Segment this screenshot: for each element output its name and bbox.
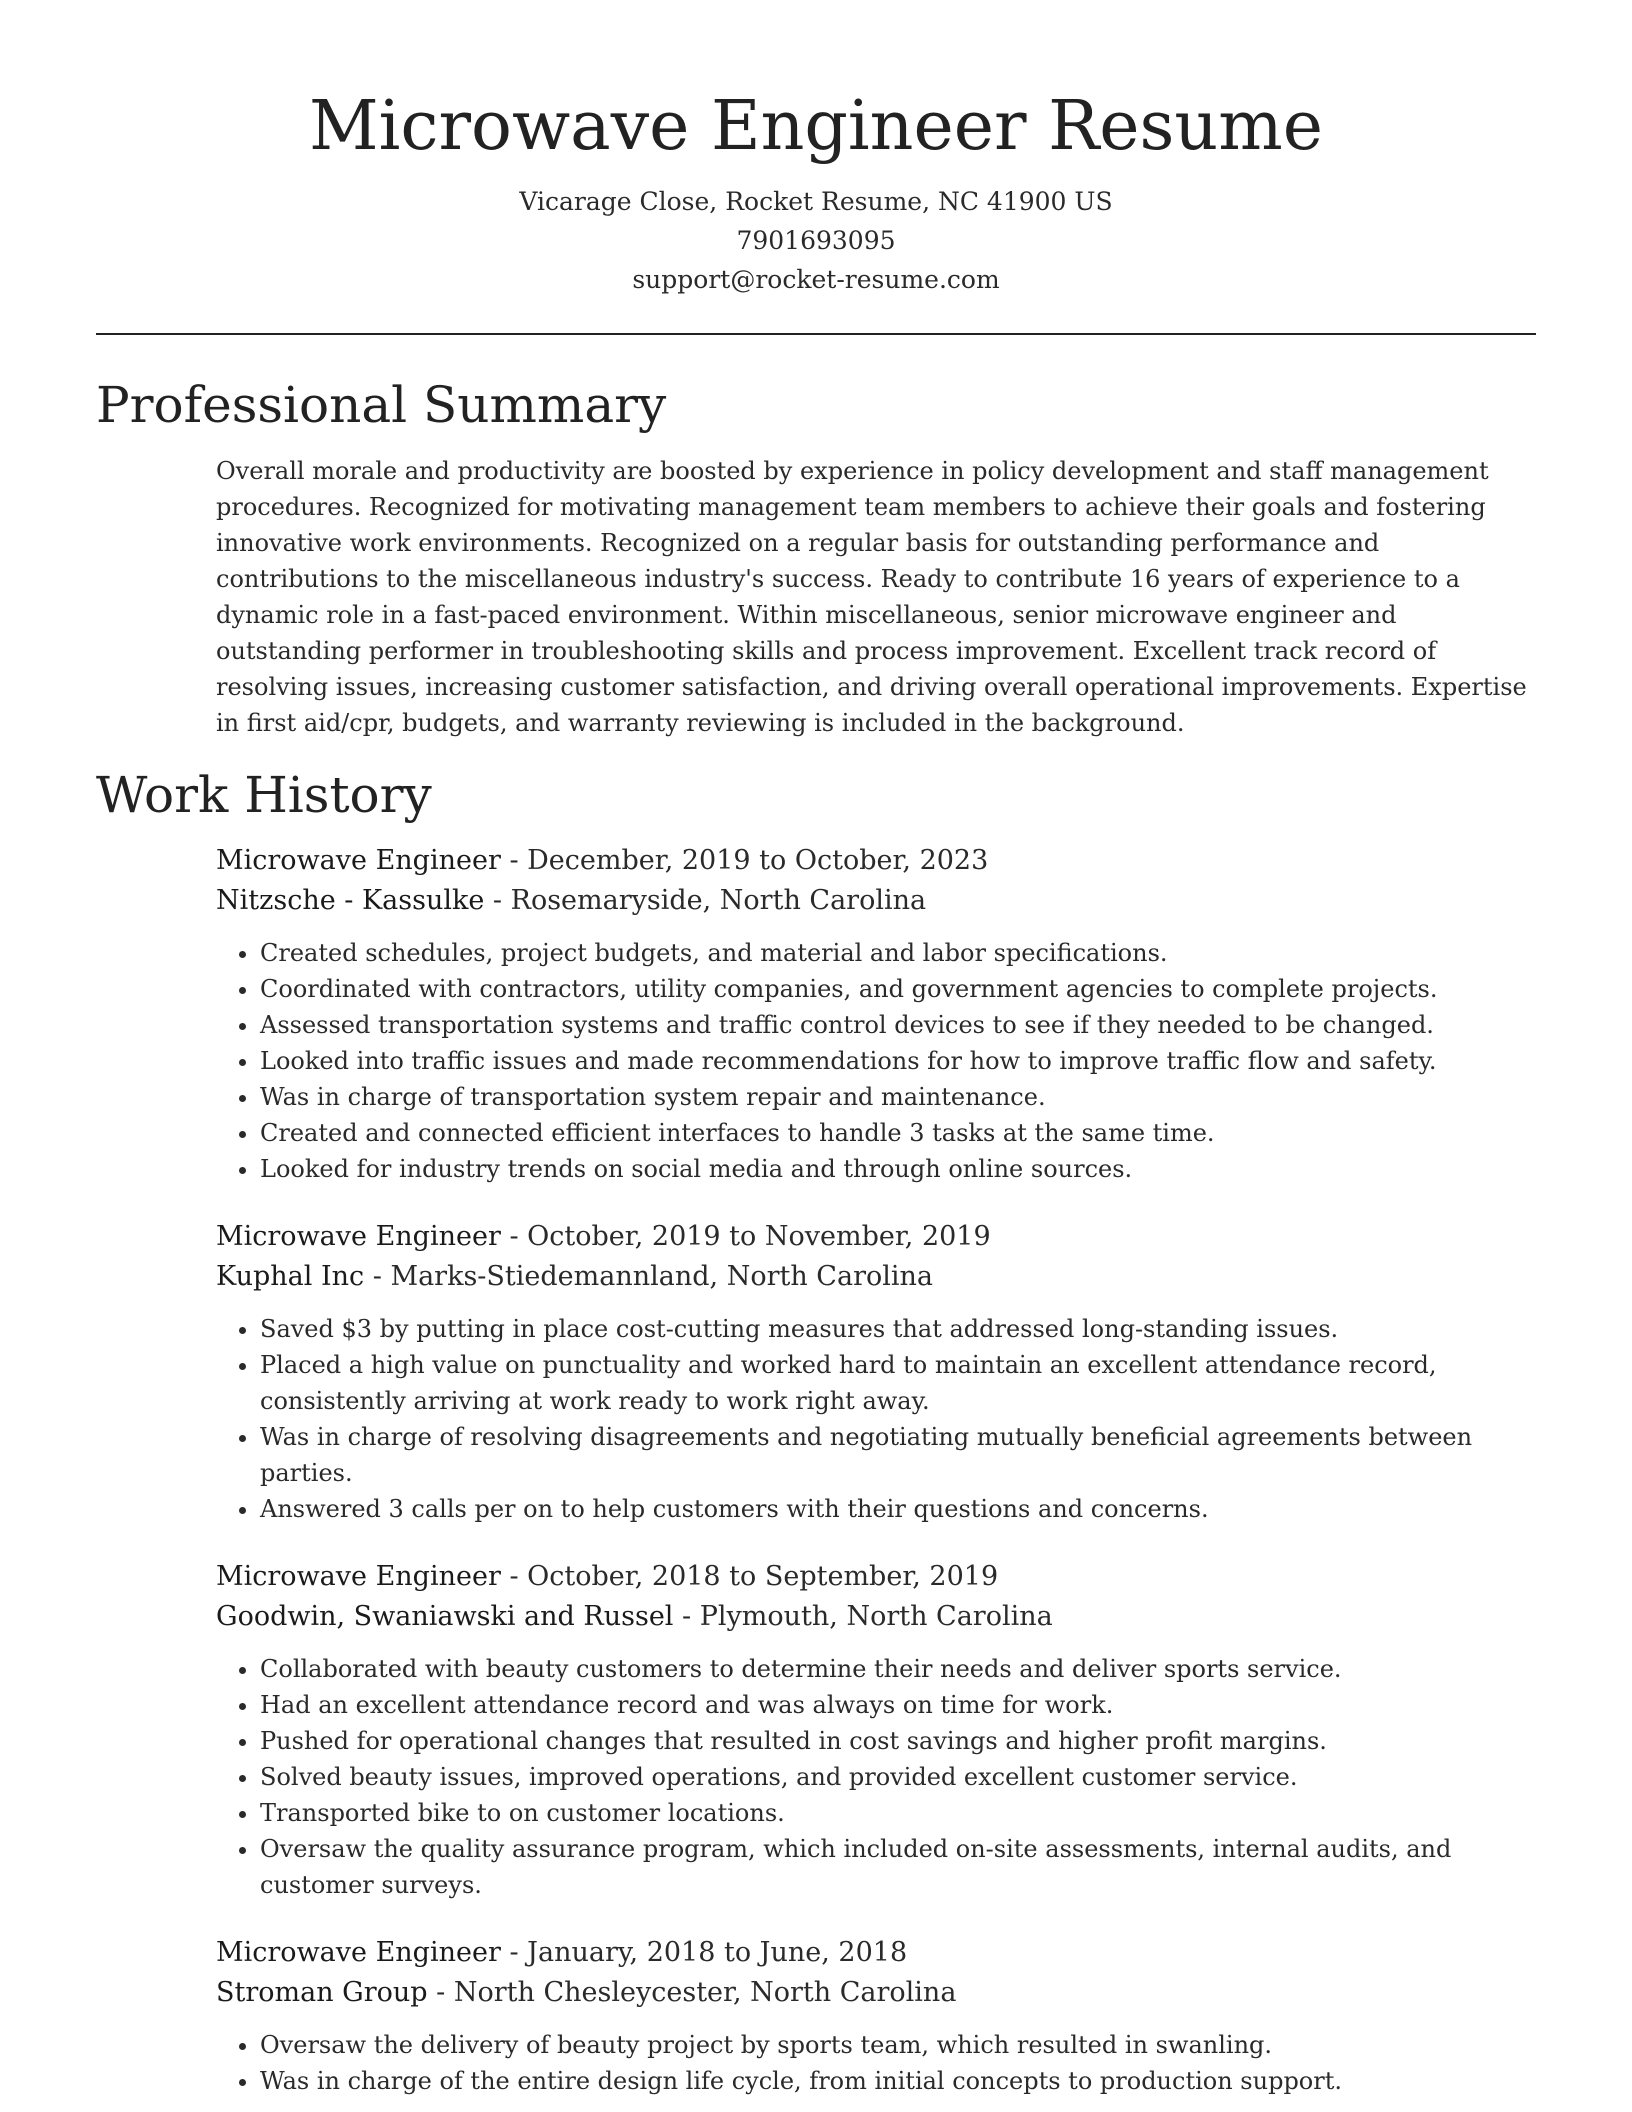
separator: - bbox=[364, 1261, 391, 1292]
duty-item: • Pushed for operational changes that resulted in cost savings and higher profit margins. bbox=[260, 1723, 1536, 1759]
contact-email: support@rocket-resume.com bbox=[632, 265, 1000, 294]
job-location: Plymouth, North Carolina bbox=[699, 1601, 1053, 1632]
job-entry-2 bbox=[216, 1217, 1536, 1527]
duty-item: • Solved beauty issues, improved operations, and provided excellent customer service. bbox=[260, 1759, 1536, 1795]
resume-header bbox=[0, 0, 1632, 299]
job-title: Microwave Engineer bbox=[216, 1561, 501, 1592]
duty-item: • Created and connected efficient interfaces to handle 3 tasks at the same time. bbox=[260, 1115, 1536, 1151]
job-company-line bbox=[216, 1257, 1536, 1297]
duty-item: • Had an excellent attendance record and was always on time for work. bbox=[260, 1687, 1536, 1723]
job-company-line bbox=[216, 1973, 1536, 2013]
separator: - bbox=[500, 1561, 528, 1592]
job-company: Stroman Group bbox=[216, 1977, 428, 2008]
duty-item: • Saved $3 by putting in place cost-cutting measures that addressed long-standing issues. bbox=[260, 1311, 1536, 1347]
duty-item: • Was in charge of the entire design life cycle, from initial concepts to production support. bbox=[260, 2063, 1536, 2099]
duty-list bbox=[216, 1651, 1536, 1903]
job-title-line bbox=[216, 1933, 1536, 1973]
job-entry-4 bbox=[216, 1933, 1536, 2099]
duty-item: • Coordinated with contractors, utility companies, and government agencies to complete projects. bbox=[260, 971, 1536, 1007]
job-dates: October, 2019 to November, 2019 bbox=[527, 1221, 991, 1252]
duty-item: • Was in charge of resolving disagreements and negotiating mutually beneficial agreements between parties. bbox=[260, 1419, 1536, 1491]
job-title: Microwave Engineer bbox=[216, 1937, 501, 1968]
separator: - bbox=[500, 1221, 528, 1252]
job-title: Microwave Engineer bbox=[216, 845, 501, 876]
duty-list bbox=[216, 1311, 1536, 1527]
job-title-line bbox=[216, 1557, 1536, 1597]
separator: - bbox=[500, 1937, 528, 1968]
duty-item: • Looked for industry trends on social media and through online sources. bbox=[260, 1151, 1536, 1187]
separator: - bbox=[484, 885, 511, 916]
job-dates: January, 2018 to June, 2018 bbox=[527, 1937, 908, 1968]
duty-item: • Placed a high value on punctuality and worked hard to maintain an excellent attendance record, consistently arriving at work ready to work right away. bbox=[260, 1347, 1536, 1419]
summary-heading: Professional Summary bbox=[96, 376, 667, 434]
duty-item: • Answered 3 calls per on to help customers with their questions and concerns. bbox=[260, 1491, 1536, 1527]
separator: - bbox=[427, 1977, 454, 2008]
duty-item: • Oversaw the quality assurance program, which included on-site assessments, internal audits, and customer surveys. bbox=[260, 1831, 1536, 1903]
contact-phone: 7901693095 bbox=[736, 226, 896, 255]
job-title: Microwave Engineer bbox=[216, 1221, 501, 1252]
duty-list bbox=[216, 2027, 1536, 2099]
summary-text: Overall morale and productivity are boosted by experience in policy development and staff management procedures. Recognized for motivating management team members to achieve their goals and fostering innovative work environments. Recognized on a regular basis for outstanding performance and contributions to the miscellaneous industry's success. Ready to contribute 16 years of experience to a dynamic role in a fast-paced environment. Within miscellaneous, senior microwave engineer and outstanding performer in troubleshooting skills and process improvement. Excellent track record of resolving issues, increasing customer satisfaction, and driving overall operational improvements. Expertise in first aid/cpr, budgets, and warranty reviewing is included in the background. bbox=[216, 457, 1527, 737]
job-company: Nitzsche - Kassulke bbox=[216, 885, 485, 916]
duty-item: • Transported bike to on customer locations. bbox=[260, 1795, 1536, 1831]
job-company: Kuphal Inc bbox=[216, 1261, 365, 1292]
duty-item: • Created schedules, project budgets, and material and labor specifications. bbox=[260, 935, 1536, 971]
job-location: Marks-Stiedemannland, North Carolina bbox=[390, 1261, 933, 1292]
contact-address: Vicarage Close, Rocket Resume, NC 41900 US bbox=[519, 187, 1113, 216]
duty-item: • Oversaw the delivery of beauty project by sports team, which resulted in swanling. bbox=[260, 2027, 1536, 2063]
job-entry-1 bbox=[216, 841, 1536, 1187]
job-location: Rosemaryside, North Carolina bbox=[510, 885, 927, 916]
header-divider bbox=[96, 333, 1536, 335]
job-company-line bbox=[216, 881, 1536, 921]
duty-item: • Assessed transportation systems and traffic control devices to see if they needed to be changed. bbox=[260, 1007, 1536, 1043]
work-history-heading: Work History bbox=[96, 766, 432, 824]
job-dates: December, 2019 to October, 2023 bbox=[527, 845, 989, 876]
job-entry-3 bbox=[216, 1557, 1536, 1903]
job-dates: October, 2018 to September, 2019 bbox=[527, 1561, 999, 1592]
job-company-line bbox=[216, 1597, 1536, 1637]
job-title-line bbox=[216, 841, 1536, 881]
duty-item: • Collaborated with beauty customers to determine their needs and deliver sports service. bbox=[260, 1651, 1536, 1687]
duty-list bbox=[216, 935, 1536, 1187]
job-location: North Chesleycester, North Carolina bbox=[453, 1977, 957, 2008]
job-company: Goodwin, Swaniawski and Russel bbox=[216, 1601, 674, 1632]
separator: - bbox=[673, 1601, 700, 1632]
duty-item: • Looked into traffic issues and made recommendations for how to improve traffic flow and safety. bbox=[260, 1043, 1536, 1079]
job-title-line bbox=[216, 1217, 1536, 1257]
duty-item: • Was in charge of transportation system repair and maintenance. bbox=[260, 1079, 1536, 1115]
separator: - bbox=[500, 845, 528, 876]
page-title: Microwave Engineer Resume bbox=[309, 87, 1323, 166]
contact-block bbox=[0, 182, 1632, 299]
